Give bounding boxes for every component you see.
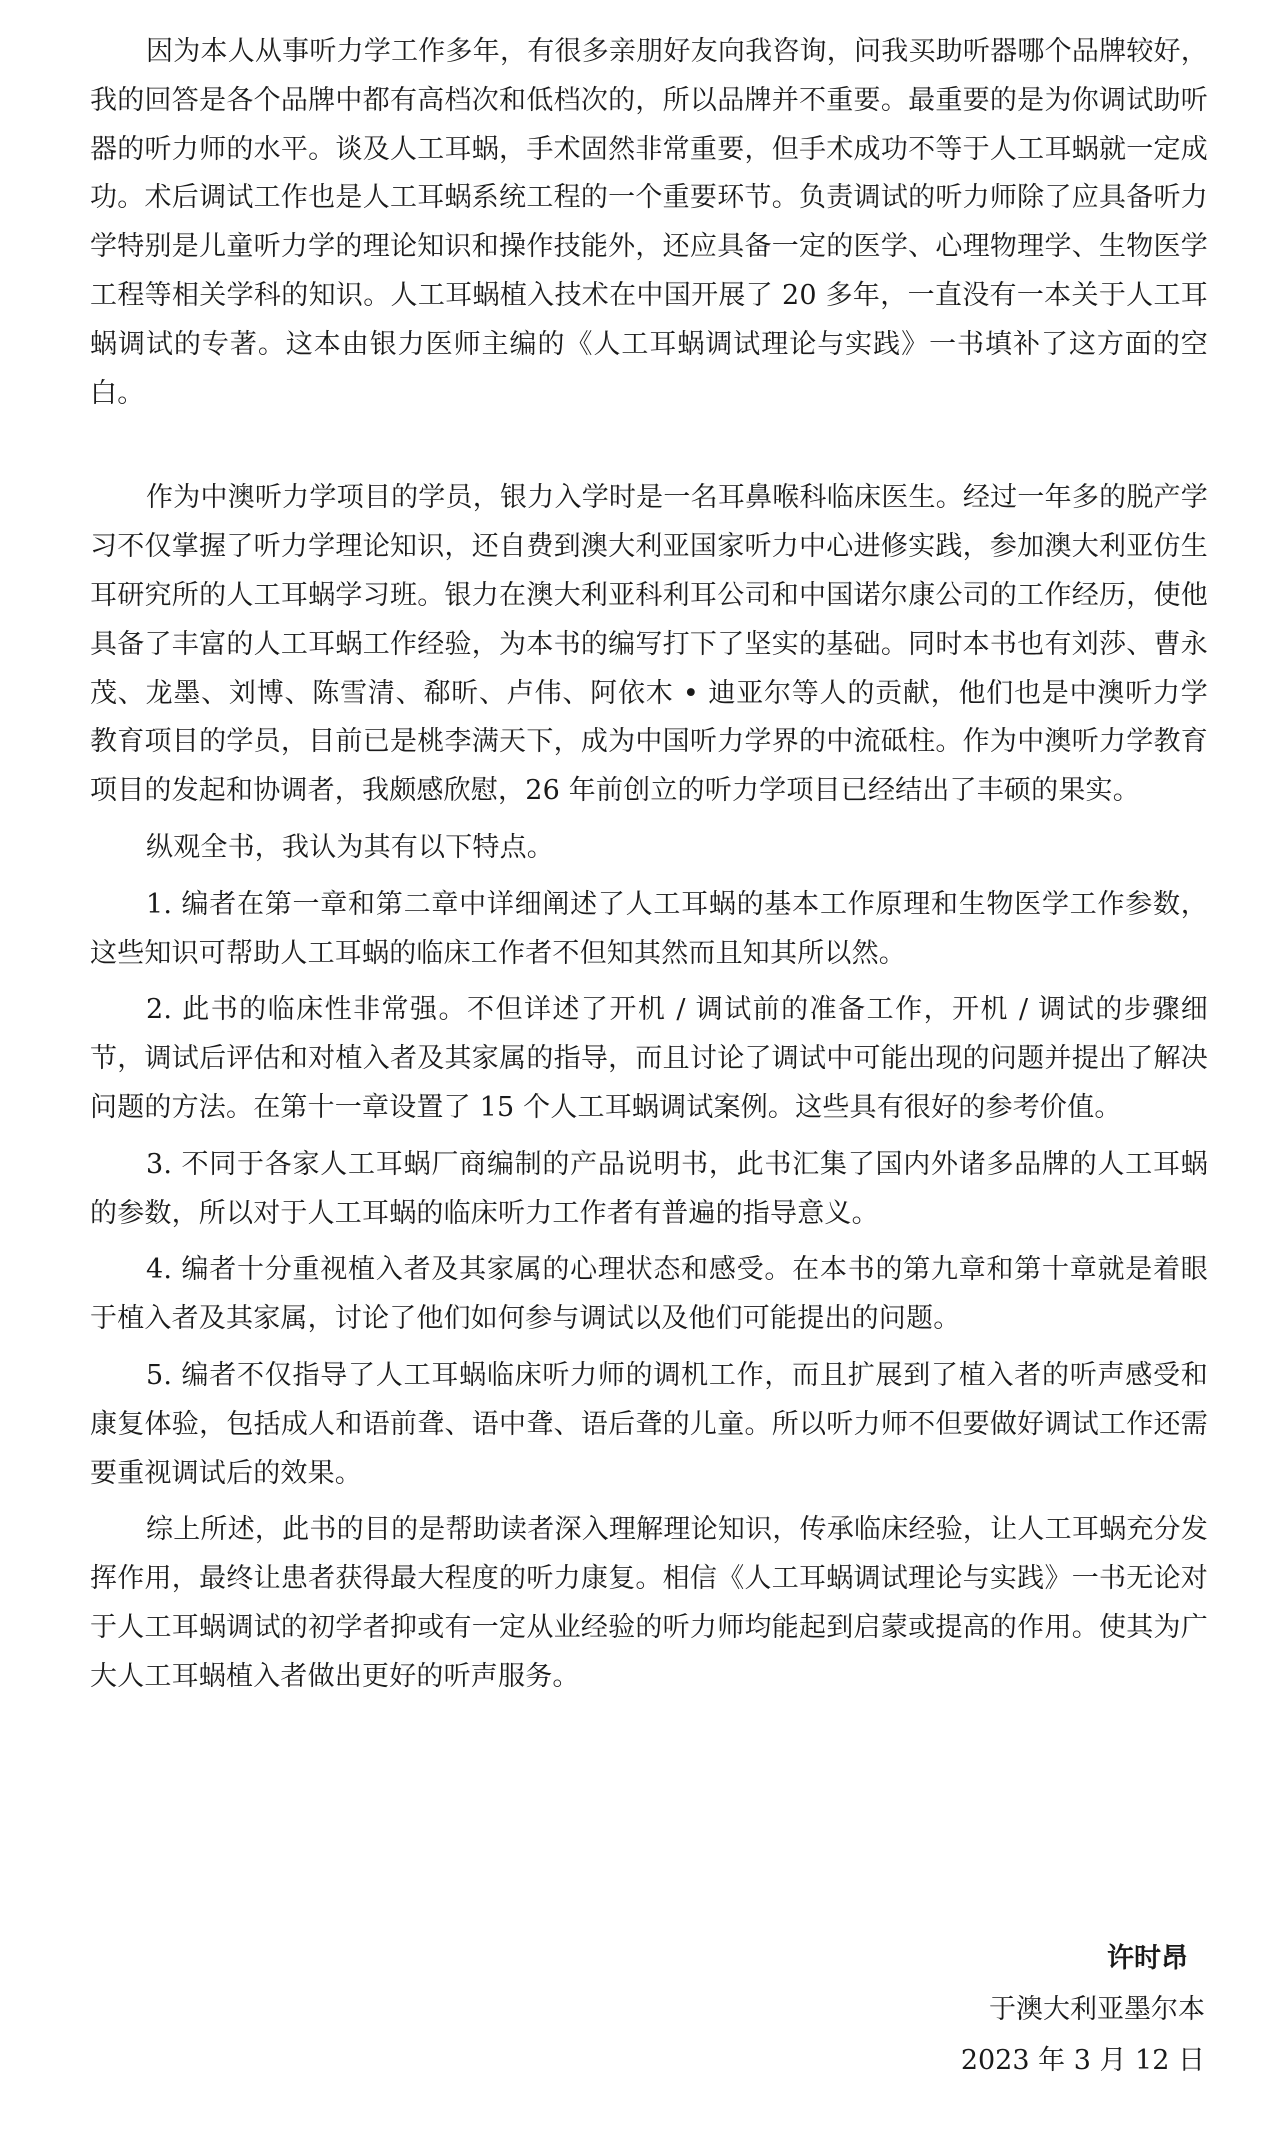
paragraph-spacer <box>90 418 1208 474</box>
paragraph-spacer <box>90 1498 1208 1506</box>
paragraph-spacer <box>90 873 1208 881</box>
body-text <box>90 28 1208 1702</box>
paragraph-spacer <box>90 978 1208 986</box>
paragraph-spacer <box>90 1344 1208 1352</box>
list-item-feature-3: 3. 不同于各家人工耳蜗厂商编制的产品说明书，此书汇集了国内外诸多品牌的人工耳蜗的参数，所以对于人工耳蜗的临床听力工作者有普遍的指导意义。 <box>90 1148 1208 1229</box>
paragraph-intro: 因为本人从事听力学工作多年，有很多亲朋好友向我咨询，问我买助听器哪个品牌较好，我的回答是各个品牌中都有高档次和低档次的，所以品牌并不重要。最重要的是为你调试助听器的听力师的水平。谈及人工耳蜗，手术固然非常重要，但手术成功不等于人工耳蜗就一定成功。术后调试工作也是人工耳蜗系统工程的一个重要环节。负责调试的听力师除了应具备听力学特别是儿童听力学的理论知识和操作技能外，还应具备一定的医学、心理物理学、生物医学工程等相关学科的知识。人工耳蜗植入技术在中国开展了 20 多年，一直没有一本关于人工耳蜗调试的专著。这本由银力医师主编的《人工耳蜗调试理论与实践》一书填补了这方面的空白。 <box>90 36 1208 409</box>
paragraph-conclusion: 综上所述，此书的目的是帮助读者深入理解理论知识，传承临床经验，让人工耳蜗充分发挥作用，最终让患者获得最大程度的听力康复。相信《人工耳蜗调试理论与实践》一书无论对于人工耳蜗调试的初学者抑或有一定从业经验的听力师均能起到启蒙或提高的作用。使其为广大人工耳蜗植入者做出更好的听声服务。 <box>90 1514 1208 1692</box>
paragraph-spacer <box>90 1133 1208 1141</box>
list-item-feature-5: 5. 编者不仅指导了人工耳蜗临床听力师的调机工作，而且扩展到了植入者的听声感受和康复体验，包括成人和语前聋、语中聋、语后聋的儿童。所以听力师不但要做好调试工作还需要重视调试后的效果。 <box>90 1359 1208 1489</box>
signature-place: 于澳大利亚墨尔本 <box>989 1994 1205 2025</box>
list-item-feature-2: 2. 此书的临床性非常强。不但详述了开机 / 调试前的准备工作，开机 / 调试的步骤细节，调试后评估和对植入者及其家属的指导，而且讨论了调试中可能出现的问题并提出了解决问题的方法。在第十一章设置了 15 个人工耳蜗调试案例。这些具有很好的参考价值。 <box>90 994 1208 1123</box>
paragraph-overview: 纵观全书，我认为其有以下特点。 <box>146 831 554 863</box>
paragraph-author-background: 作为中澳听力学项目的学员，银力入学时是一名耳鼻喉科临床医生。经过一年多的脱产学习不仅掌握了听力学理论知识，还自费到澳大利亚国家听力中心进修实践，参加澳大利亚仿生耳研究所的人工耳蜗学习班。银力在澳大利亚科利耳公司和中国诺尔康公司的工作经历，使他具备了丰富的人工耳蜗工作经验，为本书的编写打下了坚实的基础。同时本书也有刘莎、曹永茂、龙墨、刘博、陈雪清、郗昕、卢伟、阿依木 • 迪亚尔等人的贡献，他们也是中澳听力学教育项目的学员，目前已是桃李满天下，成为中国听力学界的中流砥柱。作为中澳听力学教育项目的发起和协调者，我颇感欣慰，26 年前创立的听力学项目已经结出了丰硕的果实。 <box>90 482 1208 807</box>
signature-name: 许时昂 <box>1107 1943 1188 1974</box>
paragraph-spacer <box>90 816 1208 824</box>
signature-date: 2023 年 3 月 12 日 <box>960 2045 1205 2076</box>
signature-block <box>805 1933 1205 2086</box>
paragraph-spacer <box>90 1238 1208 1246</box>
list-item-feature-4: 4. 编者十分重视植入者及其家属的心理状态和感受。在本书的第九章和第十章就是着眼于植入者及其家属，讨论了他们如何参与调试以及他们可能提出的问题。 <box>90 1254 1208 1335</box>
list-item-feature-1: 1. 编者在第一章和第二章中详细阐述了人工耳蜗的基本工作原理和生物医学工作参数，这些知识可帮助人工耳蜗的临床工作者不但知其然而且知其所以然。 <box>90 888 1208 969</box>
